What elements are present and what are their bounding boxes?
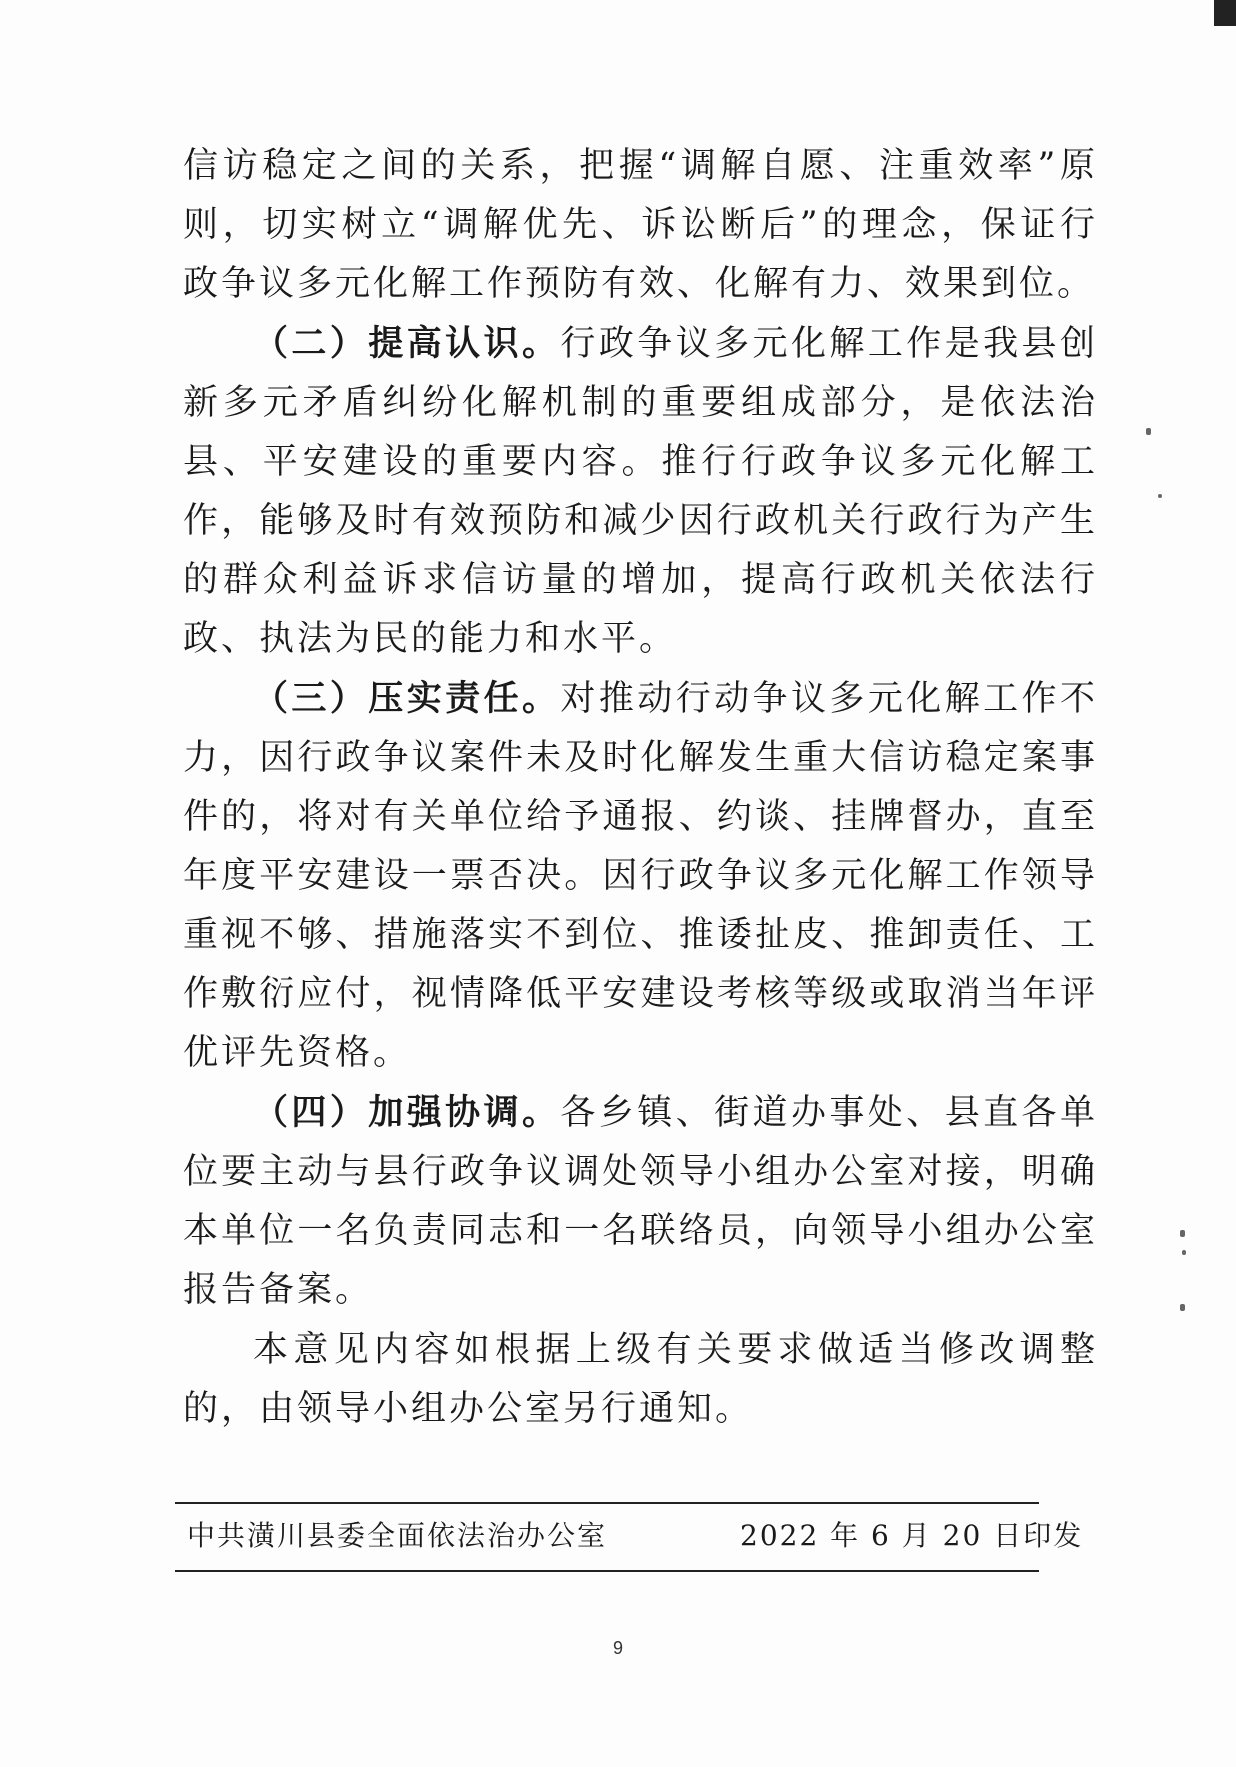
paragraph-text: 行政争议多元化解工作是我县创新多元矛盾纠纷化解机制的重要组成部分，是依法治县、平安建设的重要内容。推行行政争议多元化解工作，能够及时有效预防和减少因行政机关行政行为产生的群众利益诉求信访量的增加，提高行政机关依法行政、执法为民的能力和水平。 <box>183 324 1098 659</box>
footer-date: 2022 年 6 月 20 日印发 <box>740 1519 1084 1552</box>
footer-divider-top <box>175 1502 1039 1504</box>
scan-artifact <box>1182 1250 1186 1255</box>
paragraph-heading: （四）加强协调。 <box>253 1092 561 1133</box>
paragraph-heading: （三）压实责任。 <box>253 678 561 719</box>
paragraph-5 <box>183 1320 1098 1439</box>
paragraph-heading: （二）提高认识。 <box>253 323 561 364</box>
page-number: 9 <box>612 1638 623 1658</box>
paragraph-4 <box>183 1083 1098 1320</box>
footer-organization: 中共潢川县委全面依法治办公室 <box>187 1519 608 1552</box>
paragraph-3 <box>183 669 1098 1083</box>
paragraph-text: 本意见内容如根据上级有关要求做适当修改调整的，由领导小组办公室另行通知。 <box>183 1330 1098 1429</box>
footer-divider-bottom <box>175 1570 1039 1572</box>
scan-artifact <box>1180 1304 1185 1311</box>
paragraph-text: 信访稳定之间的关系，把握“调解自愿、注重效率”原则，切实树立“调解优先、诉讼断后”的理念，保证行政争议多元化解工作预防有效、化解有力、效果到位。 <box>183 146 1098 304</box>
scan-corner-mark <box>1214 0 1236 26</box>
scan-artifact <box>1180 1230 1185 1237</box>
paragraph-text: 各乡镇、街道办事处、县直各单位要主动与县行政争议调处领导小组办公室对接，明确本单位一名负责同志和一名联络员，向领导小组办公室报告备案。 <box>183 1093 1098 1310</box>
paragraph-1 <box>183 136 1098 314</box>
paragraph-text: 对推动行动争议多元化解工作不力，因行政争议案件未及时化解发生重大信访稳定案事件的，将对有关单位给予通报、约谈、挂牌督办，直至年度平安建设一票否决。因行政争议多元化解工作领导重视不够、措施落实不到位、推诿扯皮、推卸责任、工作敷衍应付，视情降低平安建设考核等级或取消当年评优评先资格。 <box>183 679 1098 1073</box>
paragraph-2 <box>183 314 1098 669</box>
body-text <box>183 136 1098 1439</box>
scan-artifact <box>1146 428 1151 435</box>
scan-artifact <box>1158 494 1162 498</box>
